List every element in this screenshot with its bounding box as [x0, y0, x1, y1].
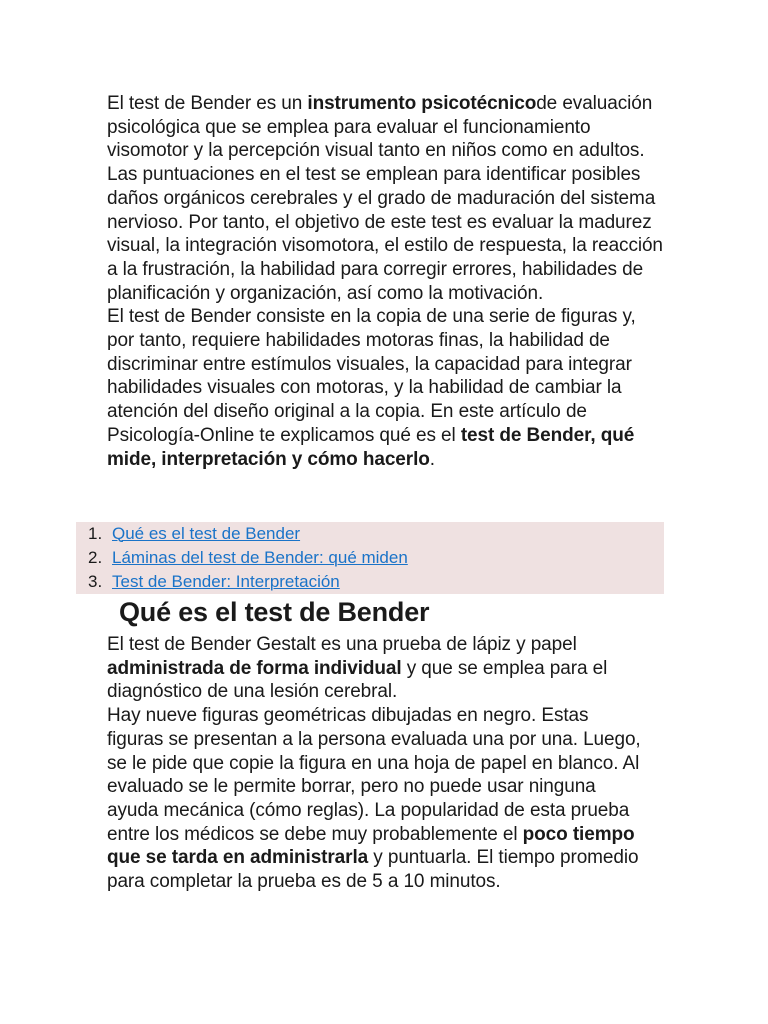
section-p2-rest: y puntuarla. El tiempo promedio para completar la prueba es de 5 a 10 minutos.: [107, 847, 639, 893]
intro-p2-bold: test de Bender, qué mide, interpretación y cómo hacerlo: [107, 424, 635, 470]
section-body-text: [107, 633, 647, 894]
toc-number: 1.: [88, 524, 103, 543]
section-p1-bold: administrada de forma individual: [107, 657, 402, 679]
toc-link-que-es[interactable]: Qué es el test de Bender: [112, 524, 301, 543]
table-of-contents: [76, 522, 664, 594]
intro-p1-bold: instrumento psicotécnico: [307, 93, 537, 114]
section-heading: Qué es el test de Bender: [119, 597, 430, 627]
section-p1-text: El test de Bender Gestalt es una prueba de lápiz y papel: [107, 634, 577, 655]
intro-text: [107, 92, 667, 471]
toc-item: [76, 546, 664, 570]
section-p2-bold: poco tiempo que se tarda en administrarla: [107, 823, 635, 869]
toc-number: 2.: [88, 548, 103, 567]
intro-p1-text: El test de Bender es un: [107, 93, 308, 114]
intro-p1-rest: de evaluación psicológica que se emplea para evaluar el funcionamiento visomotor y la percepción visual tanto en niños como en adultos. Las puntuaciones en el test se emplean para identificar posibles daños orgánicos cerebrales y el grado de maduración del sistema nervioso. Por tanto, el objetivo de este test es evaluar la madurez visual, la integración visomotora, el estilo de respuesta, la reacción a la frustración, la habilidad para corregir errores, habilidades de planificación y organización, así como la motivación.: [107, 93, 663, 304]
toc-number: 3.: [88, 572, 103, 591]
intro-p2-text: El test de Bender consiste en la copia de una serie de figuras y, por tanto, requiere habilidades motoras finas, la habilidad de discriminar entre estímulos visuales, la capacidad para integrar habilidades visuales con motoras, y la habilidad de cambiar la atención del diseño original a la copia. En este artículo de Psicología-Online te explicamos qué es el: [107, 306, 636, 446]
toc-link-laminas[interactable]: Láminas del test de Bender: qué miden: [112, 548, 408, 567]
section-p2-text: Hay nueve figuras geométricas dibujadas en negro. Estas figuras se presentan a la persona evaluada una por una. Luego, se le pide que copie la figura en una hoja de papel en blanco. Al evaluado se le permite borrar, pero no puede usar ninguna ayuda mecánica (cómo reglas). La popularidad de esta prueba entre los médicos se debe muy probablemente el: [107, 705, 641, 845]
toc-item: [76, 570, 664, 594]
intro-p2-rest: .: [429, 448, 435, 470]
toc-link-interpretacion[interactable]: Test de Bender: Interpretación: [112, 572, 340, 591]
toc-item: [76, 522, 664, 546]
section-p1-rest: y que se emplea para el diagnóstico de una lesión cerebral.: [107, 657, 608, 703]
